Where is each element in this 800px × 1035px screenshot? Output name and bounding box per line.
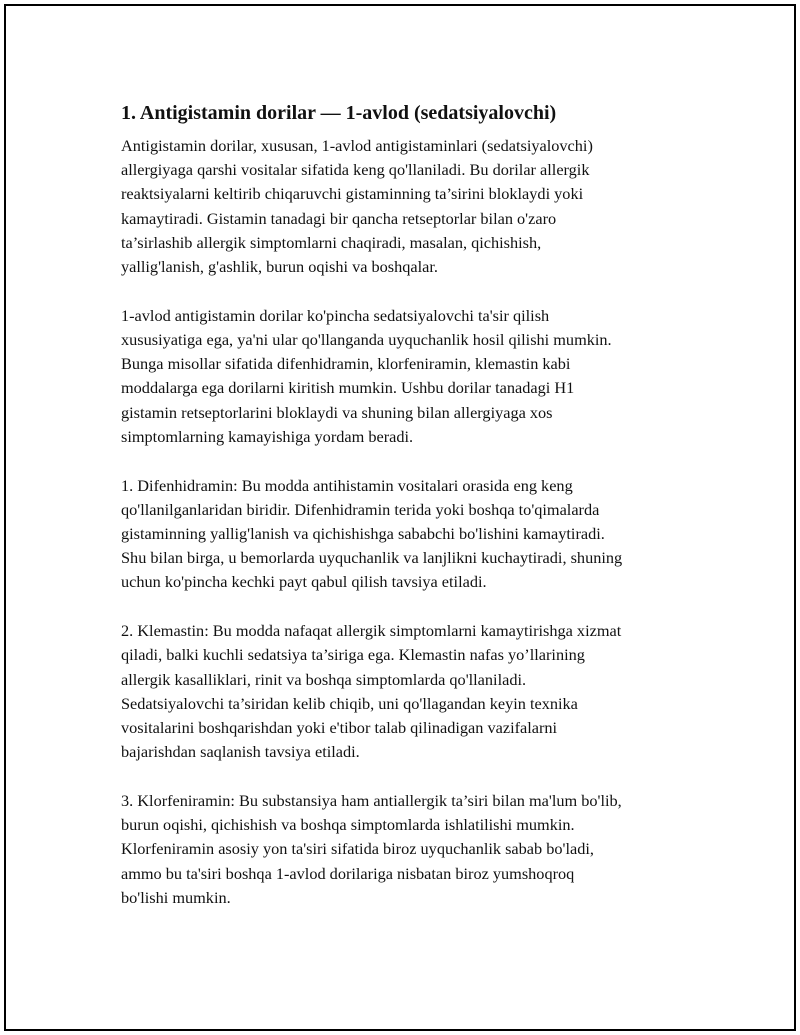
text-line: gistaminning yallig'lanish va qichishishga sababchi bo'lishini kamaytiradi. bbox=[121, 524, 605, 544]
text-line: yallig'lanish, g'ashlik, burun oqishi va boshqalar. bbox=[121, 257, 438, 277]
text-line: 1. Difenhidramin: Bu modda antihistamin vositalari orasida eng keng bbox=[121, 475, 573, 495]
text-line: ta’sirlashib allergik simptomlarni chaqiradi, masalan, qichishish, bbox=[121, 232, 542, 252]
text-line: qo'llanilganlaridan biridir. Difenhidramin terida yoki boshqa to'qimalarda bbox=[121, 499, 600, 519]
page-title: 1. Antigistamin dorilar — 1-avlod (sedatsiyalovchi) bbox=[121, 102, 557, 124]
text-line: xususiyatiga ega, ya'ni ular qo'llanganda uyquchanlik hosil qilishi mumkin. bbox=[121, 330, 612, 350]
text-line: 1-avlod antigistamin dorilar ko'pincha sedatsiyalovchi ta'sir qilish bbox=[121, 305, 550, 325]
paragraph-first-generation bbox=[121, 304, 721, 449]
paragraph-difenhidramin bbox=[121, 474, 721, 595]
text-line: Shu bilan birga, u bemorlarda uyquchanlik va lanjlikni kuchaytiradi, shuning bbox=[121, 548, 623, 568]
text-line: 2. Klemastin: Bu modda nafaqat allergik simptomlarni kamaytirishga xizmat bbox=[121, 621, 622, 641]
text-line: ammo bu ta'siri boshqa 1-avlod dorilariga nisbatan biroz yumshoqroq bbox=[121, 863, 575, 883]
text-line: 3. Klorfeniramin: Bu substansiya ham antiallergik ta’siri bilan ma'lum bo'lib, bbox=[121, 791, 622, 811]
text-line: simptomlarning kamayishiga yordam beradi. bbox=[121, 426, 414, 446]
text-line: Antigistamin dorilar, xususan, 1-avlod antigistaminlari (sedatsiyalovchi) bbox=[121, 136, 593, 155]
paragraph-klemastin bbox=[121, 619, 721, 764]
page-frame bbox=[4, 4, 796, 1031]
text-line: bajarishdan saqlanish tavsiya etiladi. bbox=[121, 742, 360, 762]
text-line: allergik kasalliklari, rinit va boshqa simptomlarda qo'llaniladi. bbox=[121, 669, 527, 689]
text-line: allergiyaga qarshi vositalar sifatida keng qo'llaniladi. Bu dorilar allergik bbox=[121, 160, 590, 180]
text-line: Bunga misollar sifatida difenhidramin, klorfeniramin, klemastin kabi bbox=[121, 354, 571, 374]
text-line: moddalarga ega dorilarni kiritish mumkin. Ushbu dorilar tanadagi H1 bbox=[121, 378, 575, 398]
text-line: reaktsiyalarni keltirib chiqaruvchi gistaminning ta’sirini bloklaydi yoki bbox=[121, 184, 584, 204]
text-line: bo'lishi mumkin. bbox=[121, 887, 231, 907]
text-line: Sedatsiyalovchi ta’siridan kelib chiqib, uni qo'llagandan keyin texnika bbox=[121, 693, 578, 713]
paragraph-klorfeniramin bbox=[121, 789, 721, 910]
document-body bbox=[121, 100, 721, 935]
text-line: Klorfeniramin asosiy yon ta'siri sifatida biroz uyquchanlik sabab bo'ladi, bbox=[121, 839, 594, 859]
text-line: kamaytiradi. Gistamin tanadagi bir qancha retseptorlar bilan o'zaro bbox=[121, 208, 557, 228]
text-line: vositalarini boshqarishdan yoki e'tibor talab qilinadigan vazifalarni bbox=[121, 718, 558, 738]
text-line: burun oqishi, qichishish va boshqa simptomlarda ishlatilishi mumkin. bbox=[121, 815, 575, 835]
text-line: qiladi, balki kuchli sedatsiya ta’siriga ega. Klemastin nafas yo’llarining bbox=[121, 645, 585, 665]
text-line: uchun ko'pincha kechki payt qabul qilish tavsiya etiladi. bbox=[121, 572, 487, 592]
paragraph-intro bbox=[121, 134, 721, 279]
text-line: gistamin retseptorlarini bloklaydi va shuning bilan allergiyaga xos bbox=[121, 402, 553, 422]
